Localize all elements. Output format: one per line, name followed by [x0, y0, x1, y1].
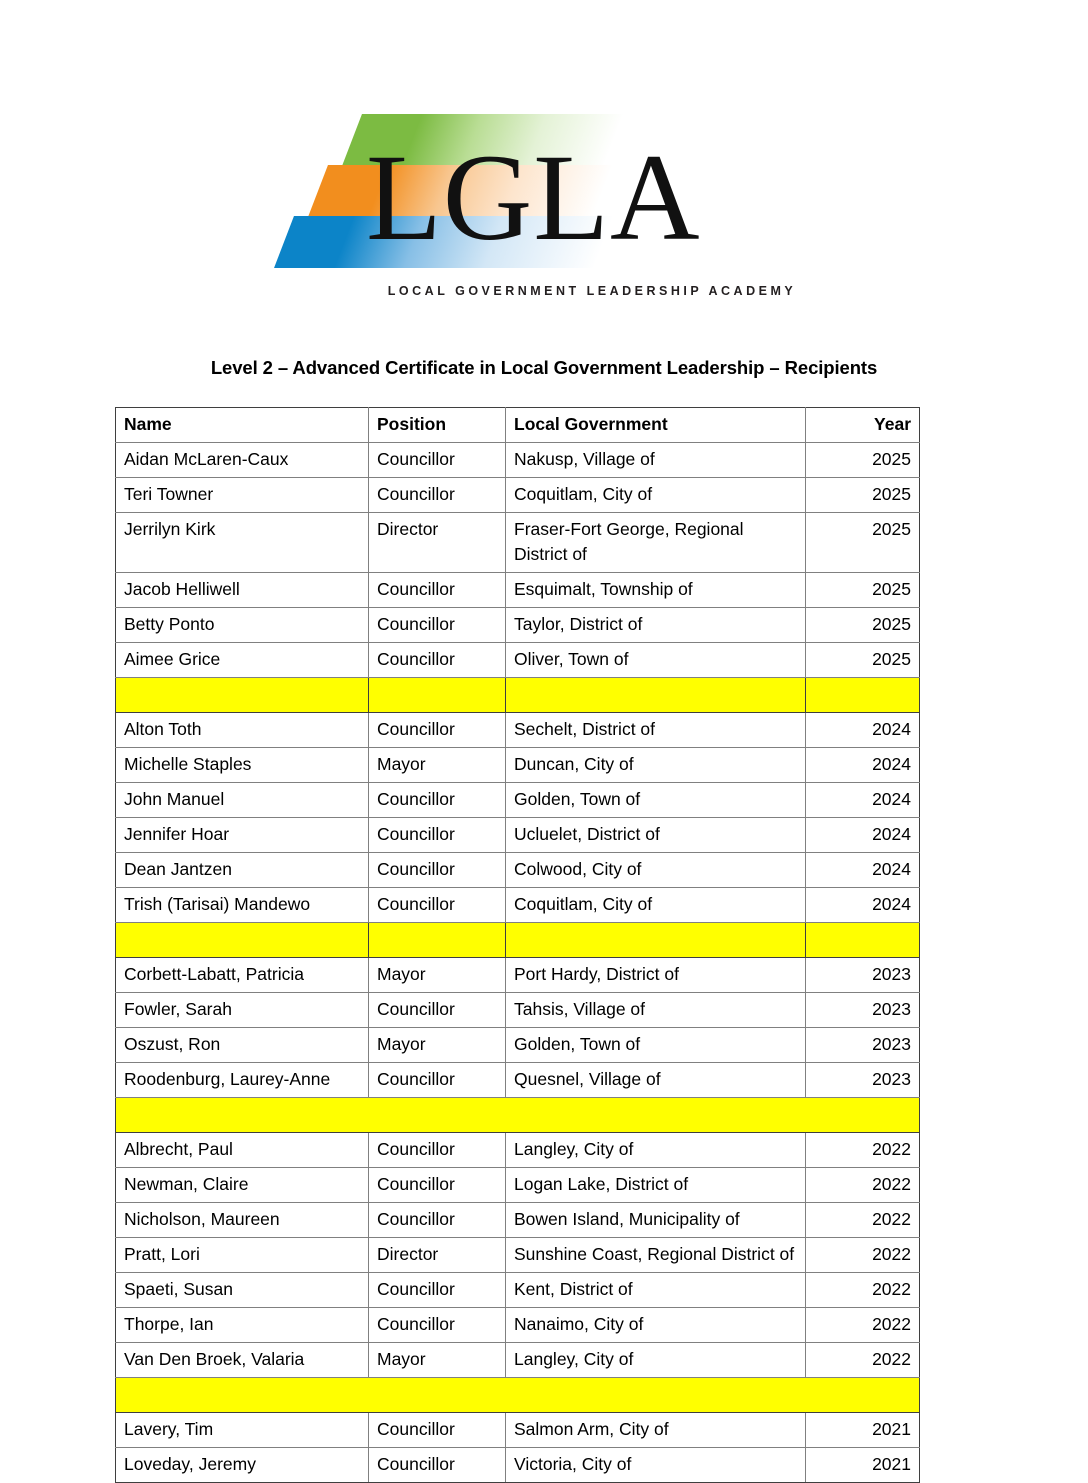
cell-year: 2025 [806, 643, 920, 678]
separator-cell-year [806, 923, 920, 958]
cell-position: Councillor [369, 1203, 506, 1238]
cell-name: Van Den Broek, Valaria [116, 1343, 369, 1378]
cell-position: Councillor [369, 853, 506, 888]
cell-name: Corbett-Labatt, Patricia [116, 958, 369, 993]
lgla-logo [0, 112, 1088, 327]
table-row [116, 1448, 920, 1483]
table-row [116, 958, 920, 993]
table-row [116, 573, 920, 608]
cell-local-government: Coquitlam, City of [506, 478, 806, 513]
cell-name: Thorpe, Ian [116, 1308, 369, 1343]
cell-local-government: Esquimalt, Township of [506, 573, 806, 608]
cell-local-government: Nanaimo, City of [506, 1308, 806, 1343]
separator-cell [116, 1098, 920, 1133]
table-body [116, 443, 920, 1483]
cell-local-government: Colwood, City of [506, 853, 806, 888]
cell-name: Alton Toth [116, 713, 369, 748]
cell-position: Councillor [369, 608, 506, 643]
cell-local-government: Salmon Arm, City of [506, 1413, 806, 1448]
cell-position: Councillor [369, 1168, 506, 1203]
separator-cell-name [116, 678, 369, 713]
cell-position: Councillor [369, 1448, 506, 1483]
cell-year: 2022 [806, 1238, 920, 1273]
cell-year: 2021 [806, 1413, 920, 1448]
cell-position: Mayor [369, 1343, 506, 1378]
table-row [116, 1273, 920, 1308]
cell-year: 2023 [806, 993, 920, 1028]
column-header-name: Name [116, 408, 369, 443]
cell-name: Michelle Staples [116, 748, 369, 783]
separator-cell [116, 1378, 920, 1413]
cell-position: Councillor [369, 478, 506, 513]
table-row [116, 608, 920, 643]
table-row [116, 1238, 920, 1273]
cell-year: 2022 [806, 1273, 920, 1308]
cell-name: John Manuel [116, 783, 369, 818]
cell-position: Councillor [369, 1413, 506, 1448]
cell-position: Councillor [369, 993, 506, 1028]
cell-local-government: Logan Lake, District of [506, 1168, 806, 1203]
cell-name: Betty Ponto [116, 608, 369, 643]
cell-year: 2022 [806, 1343, 920, 1378]
cell-name: Fowler, Sarah [116, 993, 369, 1028]
table-row [116, 853, 920, 888]
cell-position: Director [369, 1238, 506, 1273]
table-row [116, 713, 920, 748]
logo-tagline: LOCAL GOVERNMENT LEADERSHIP ACADEMY [387, 284, 797, 298]
cell-position: Councillor [369, 783, 506, 818]
cell-year: 2024 [806, 748, 920, 783]
column-header-year: Year [806, 408, 920, 443]
table-row [116, 1413, 920, 1448]
cell-local-government: Fraser-Fort George, Regional District of [506, 513, 806, 573]
cell-name: Trish (Tarisai) Mandewo [116, 888, 369, 923]
cell-local-government: Langley, City of [506, 1343, 806, 1378]
cell-local-government: Ucluelet, District of [506, 818, 806, 853]
cell-local-government: Oliver, Town of [506, 643, 806, 678]
separator-cell-name [116, 923, 369, 958]
table-header [116, 408, 920, 443]
cell-local-government: Duncan, City of [506, 748, 806, 783]
cell-position: Councillor [369, 643, 506, 678]
logo-wordmark: LGLA [366, 129, 701, 266]
cell-position: Director [369, 513, 506, 573]
table-row [116, 1133, 920, 1168]
cell-local-government: Golden, Town of [506, 1028, 806, 1063]
cell-position: Councillor [369, 818, 506, 853]
cell-name: Jennifer Hoar [116, 818, 369, 853]
cell-name: Jacob Helliwell [116, 573, 369, 608]
cell-position: Councillor [369, 1273, 506, 1308]
table-row [116, 1028, 920, 1063]
cell-year: 2025 [806, 608, 920, 643]
cell-local-government: Golden, Town of [506, 783, 806, 818]
cell-local-government: Victoria, City of [506, 1448, 806, 1483]
cell-year: 2024 [806, 888, 920, 923]
cell-name: Pratt, Lori [116, 1238, 369, 1273]
cell-position: Councillor [369, 443, 506, 478]
separator-cell-year [806, 678, 920, 713]
cell-position: Councillor [369, 1308, 506, 1343]
table-row [116, 643, 920, 678]
cell-position: Councillor [369, 888, 506, 923]
table-row [116, 783, 920, 818]
table-row [116, 443, 920, 478]
cell-name: Aidan McLaren-Caux [116, 443, 369, 478]
table-separator-row [116, 923, 920, 958]
table-separator-row [116, 1098, 920, 1133]
cell-year: 2023 [806, 1063, 920, 1098]
cell-local-government: Sunshine Coast, Regional District of [506, 1238, 806, 1273]
cell-name: Oszust, Ron [116, 1028, 369, 1063]
cell-position: Mayor [369, 1028, 506, 1063]
separator-cell-position [369, 678, 506, 713]
table-row [116, 748, 920, 783]
cell-name: Aimee Grice [116, 643, 369, 678]
cell-year: 2022 [806, 1133, 920, 1168]
table-row [116, 1308, 920, 1343]
separator-cell-local-government [506, 923, 806, 958]
table-separator-row [116, 1378, 920, 1413]
cell-name: Roodenburg, Laurey-Anne [116, 1063, 369, 1098]
cell-local-government: Tahsis, Village of [506, 993, 806, 1028]
cell-year: 2025 [806, 443, 920, 478]
cell-position: Councillor [369, 713, 506, 748]
cell-name: Teri Towner [116, 478, 369, 513]
cell-year: 2022 [806, 1308, 920, 1343]
cell-name: Loveday, Jeremy [116, 1448, 369, 1483]
cell-local-government: Quesnel, Village of [506, 1063, 806, 1098]
cell-name: Dean Jantzen [116, 853, 369, 888]
cell-year: 2025 [806, 573, 920, 608]
cell-name: Nicholson, Maureen [116, 1203, 369, 1238]
recipients-table-container [115, 407, 919, 1483]
cell-local-government: Nakusp, Village of [506, 443, 806, 478]
cell-year: 2025 [806, 478, 920, 513]
cell-year: 2024 [806, 713, 920, 748]
table-separator-row [116, 678, 920, 713]
cell-local-government: Kent, District of [506, 1273, 806, 1308]
table-header-row [116, 408, 920, 443]
table-row [116, 513, 920, 573]
cell-position: Mayor [369, 748, 506, 783]
cell-local-government: Coquitlam, City of [506, 888, 806, 923]
cell-year: 2022 [806, 1168, 920, 1203]
column-header-local-government: Local Government [506, 408, 806, 443]
table-row [116, 1343, 920, 1378]
cell-position: Councillor [369, 1063, 506, 1098]
table-row [116, 818, 920, 853]
table-row [116, 1203, 920, 1238]
cell-year: 2025 [806, 513, 920, 573]
cell-local-government: Bowen Island, Municipality of [506, 1203, 806, 1238]
cell-name: Jerrilyn Kirk [116, 513, 369, 573]
cell-position: Councillor [369, 573, 506, 608]
column-header-position: Position [369, 408, 506, 443]
cell-name: Spaeti, Susan [116, 1273, 369, 1308]
cell-position: Mayor [369, 958, 506, 993]
cell-name: Albrecht, Paul [116, 1133, 369, 1168]
cell-year: 2024 [806, 783, 920, 818]
cell-local-government: Taylor, District of [506, 608, 806, 643]
recipients-table [115, 407, 920, 1483]
table-row [116, 993, 920, 1028]
cell-year: 2022 [806, 1203, 920, 1238]
separator-cell-local-government [506, 678, 806, 713]
separator-cell-position [369, 923, 506, 958]
cell-local-government: Port Hardy, District of [506, 958, 806, 993]
cell-position: Councillor [369, 1133, 506, 1168]
cell-name: Newman, Claire [116, 1168, 369, 1203]
cell-year: 2024 [806, 853, 920, 888]
cell-local-government: Sechelt, District of [506, 713, 806, 748]
cell-year: 2023 [806, 958, 920, 993]
table-row [116, 478, 920, 513]
cell-name: Lavery, Tim [116, 1413, 369, 1448]
page-title: Level 2 – Advanced Certificate in Local Government Leadership – Recipients [210, 357, 878, 378]
table-row [116, 1168, 920, 1203]
cell-local-government: Langley, City of [506, 1133, 806, 1168]
cell-year: 2021 [806, 1448, 920, 1483]
table-row [116, 888, 920, 923]
cell-year: 2024 [806, 818, 920, 853]
table-row [116, 1063, 920, 1098]
cell-year: 2023 [806, 1028, 920, 1063]
